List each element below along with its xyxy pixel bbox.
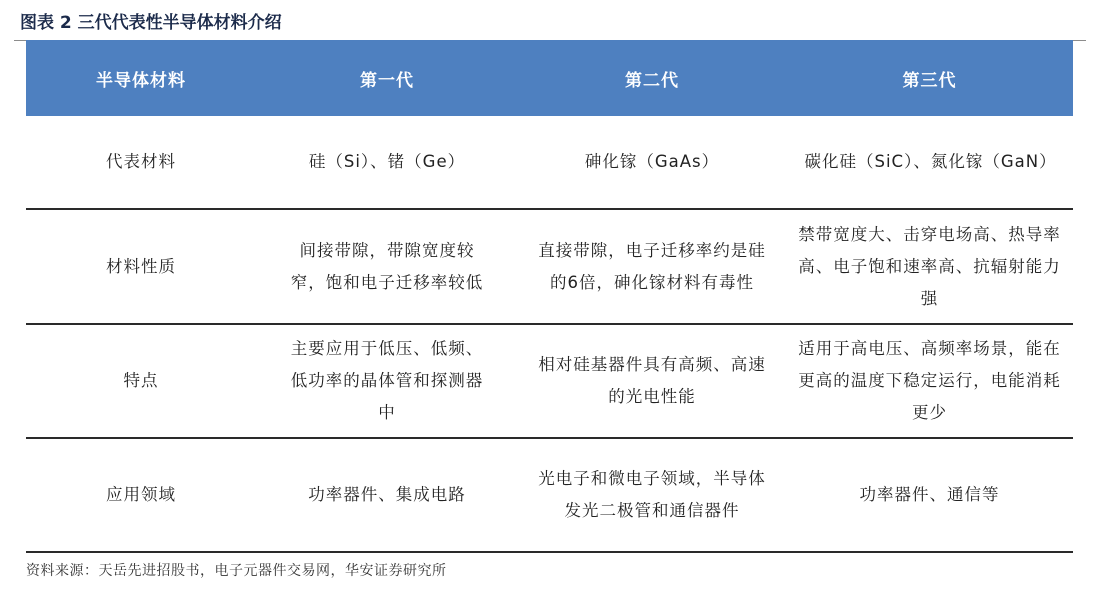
cell-gen1 — [256, 438, 518, 552]
table-row — [26, 438, 1073, 552]
header-gen1: 第一代 — [256, 40, 518, 116]
cell-gen3 — [786, 324, 1073, 438]
cell-text: 光电子和微电子领域，半导体发光二极管和通信器件 — [538, 469, 766, 520]
cell-text: 碳化硅（SiC）、氮化镓（GaN） — [804, 152, 1057, 171]
row-label-application-fields — [26, 438, 256, 552]
row-label-text: 应用领域 — [106, 485, 176, 504]
row-label-text: 材料性质 — [106, 256, 176, 276]
table-row — [26, 324, 1073, 438]
cell-text: 相对硅基器件具有高频、高速的光电性能 — [538, 355, 766, 406]
header-gen2: 第二代 — [518, 40, 786, 116]
cell-gen1 — [256, 324, 518, 438]
row-label-text: 代表材料 — [106, 152, 176, 171]
cell-gen2 — [518, 438, 786, 552]
cell-text: 禁带宽度大、击穿电场高、热导率高、电子饱和速率高、抗辐射能力强 — [798, 224, 1061, 308]
header-material: 半导体材料 — [26, 40, 256, 116]
cell-text: 适用于高电压、高频率场景，能在更高的温度下稳定运行，电能消耗更少 — [798, 339, 1061, 422]
cell-text: 主要应用于低压、低频、低功率的晶体管和探测器中 — [290, 339, 484, 422]
row-label-text: 特点 — [123, 371, 159, 390]
cell-text: 功率器件、通信等 — [859, 485, 1000, 504]
cell-gen2 — [518, 324, 786, 438]
semiconductor-comparison-table — [26, 40, 1073, 553]
row-label-material-properties — [26, 209, 256, 324]
cell-gen3 — [786, 209, 1073, 324]
cell-text: 硅（Si）、锗（Ge） — [308, 152, 466, 171]
cell-text: 砷化镓（GaAs） — [584, 152, 720, 171]
table-row — [26, 209, 1073, 324]
figure-caption: 图表 2 三代代表性半导体材料介绍 — [20, 13, 282, 33]
table-header — [26, 40, 1073, 116]
cell-gen1 — [256, 116, 518, 209]
cell-gen2 — [518, 116, 786, 209]
cell-gen3 — [786, 116, 1073, 209]
header-row — [26, 40, 1073, 116]
header-gen3: 第三代 — [786, 40, 1073, 116]
cell-gen1 — [256, 209, 518, 324]
cell-gen3 — [786, 438, 1073, 552]
cell-text: 直接带隙，电子迁移率约是硅的6倍，砷化镓材料有毒性 — [538, 240, 766, 292]
cell-gen2 — [518, 209, 786, 324]
source-note: 资料来源：天岳先进招股书，电子元器件交易网，华安证券研究所 — [26, 563, 447, 579]
table-body — [26, 116, 1073, 552]
table-row — [26, 116, 1073, 209]
cell-text: 间接带隙，带隙宽度较窄，饱和电子迁移率较低 — [290, 240, 484, 292]
row-label-representative-materials — [26, 116, 256, 209]
cell-text: 功率器件、集成电路 — [308, 485, 466, 504]
row-label-features — [26, 324, 256, 438]
